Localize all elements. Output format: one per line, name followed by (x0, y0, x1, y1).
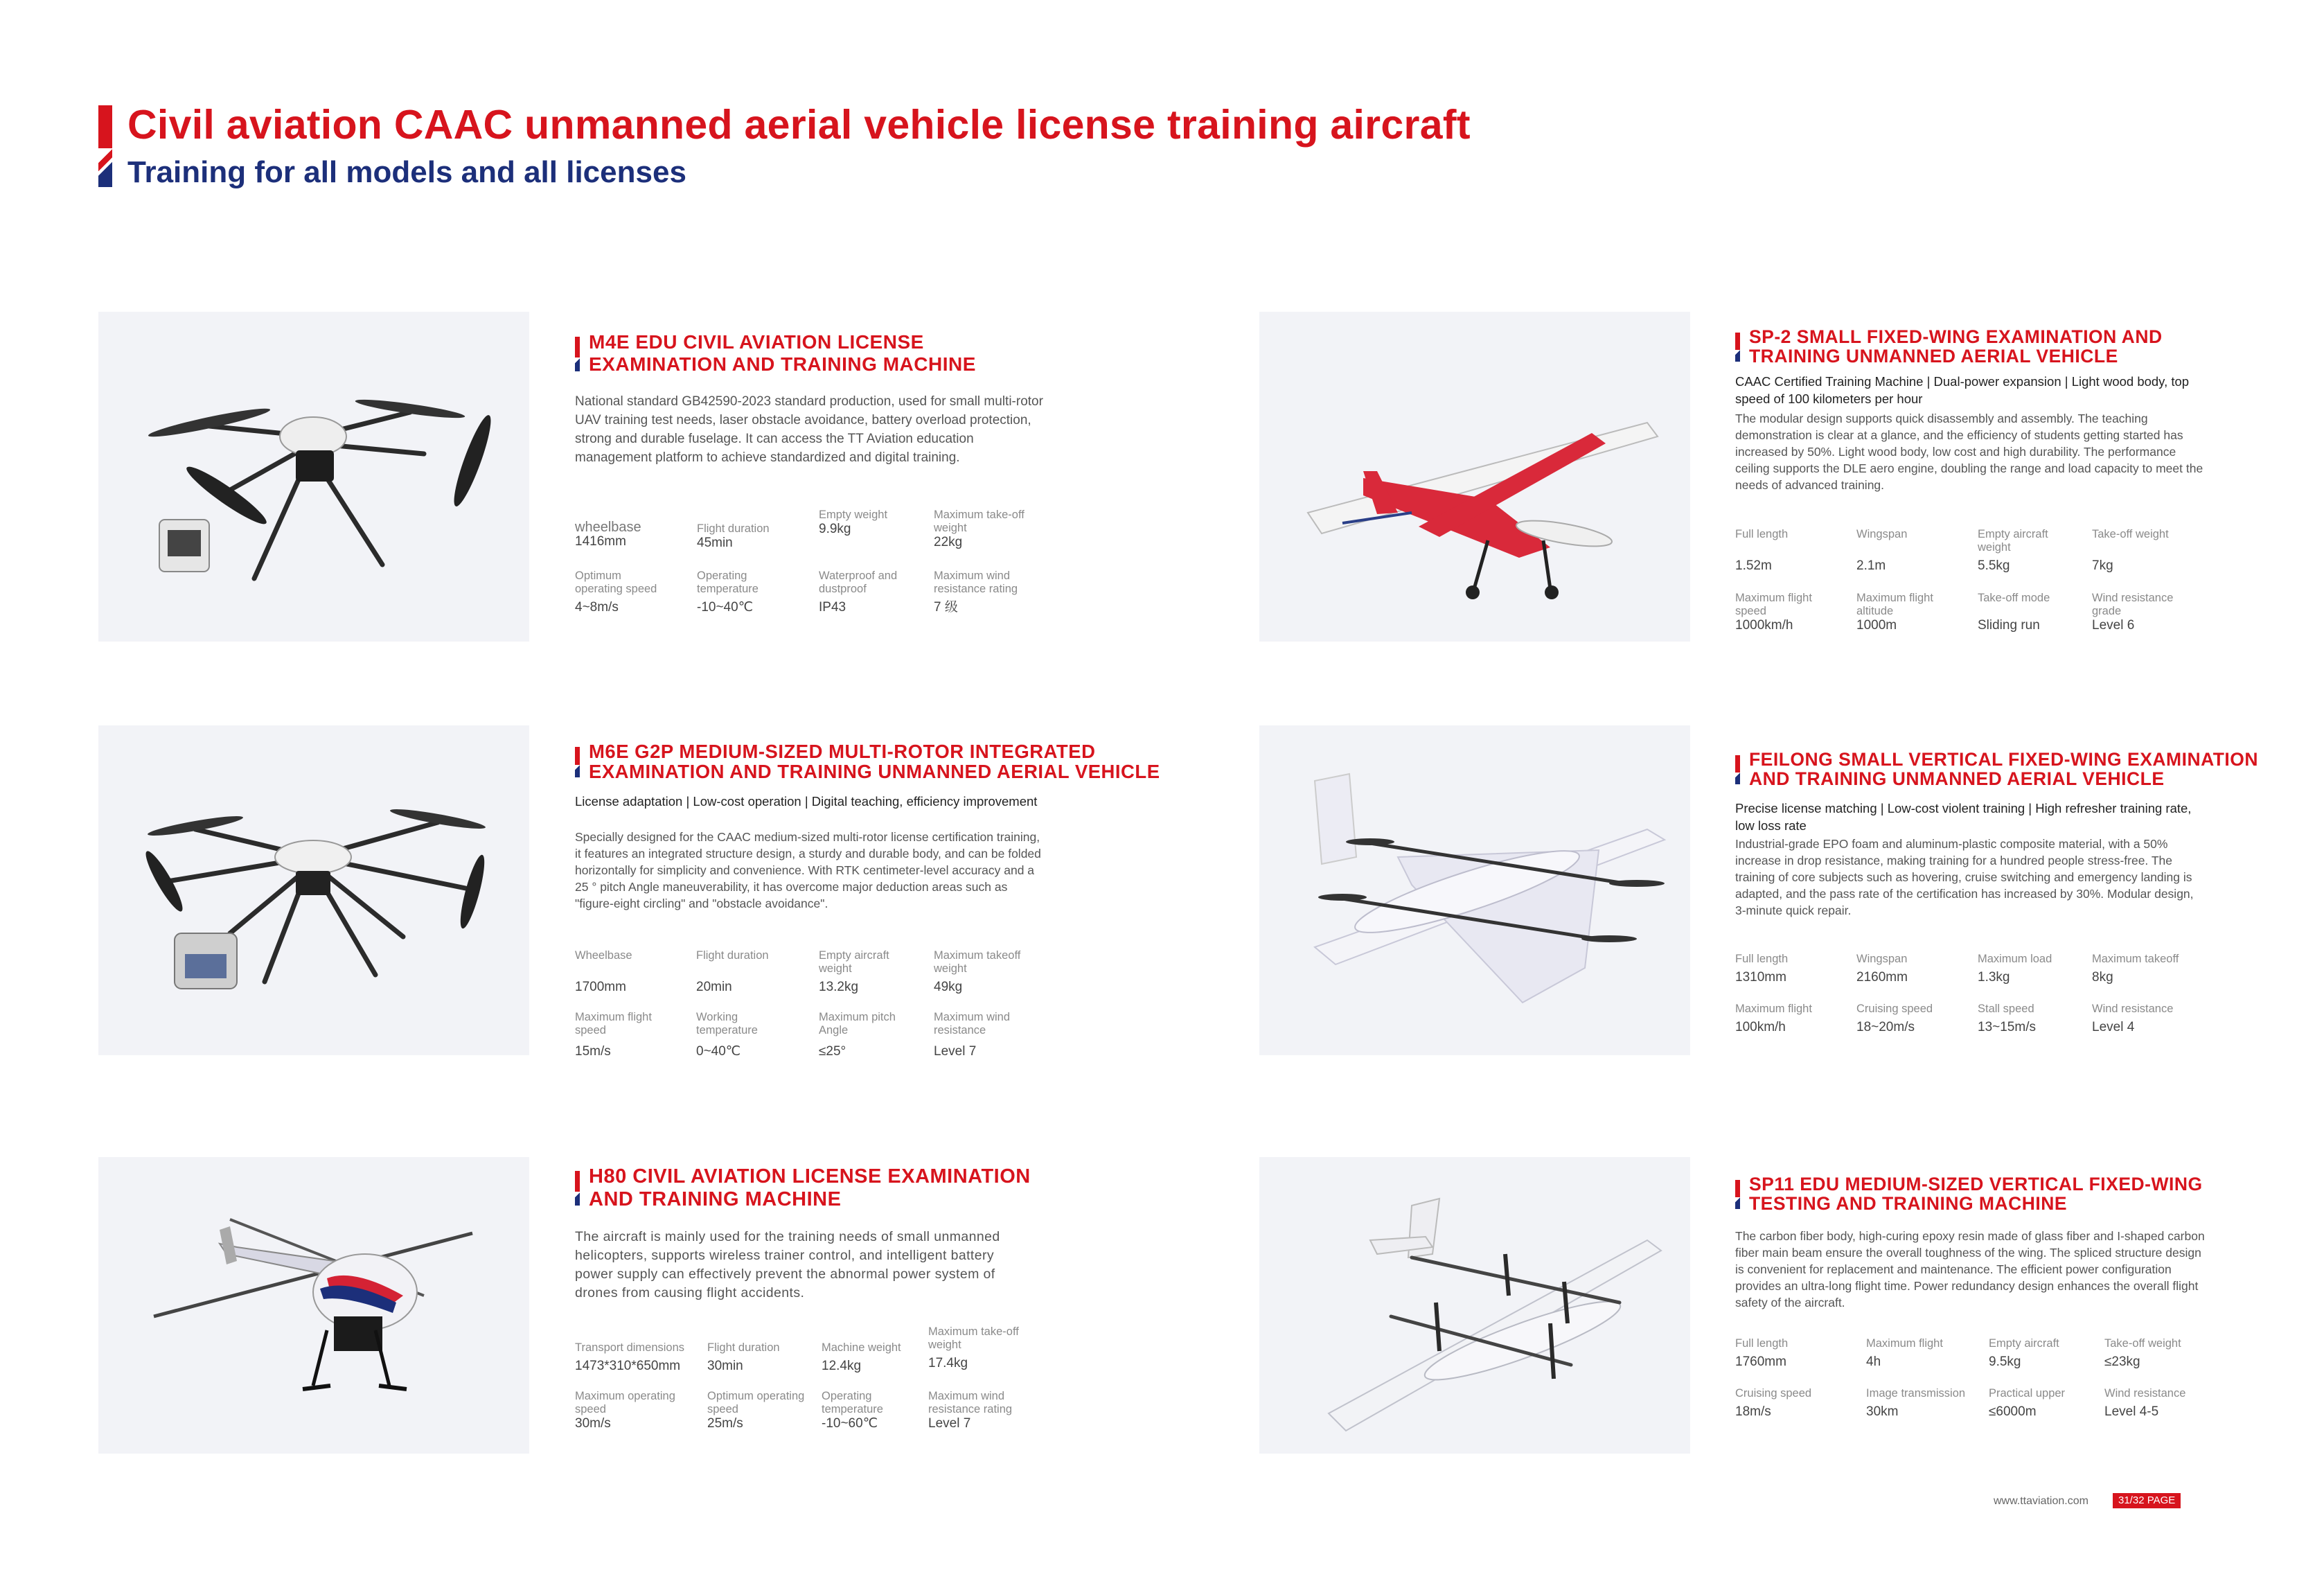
vtol-medium-image (1259, 1157, 1690, 1454)
sp2-spec: Maximum flight altitude 1000m (1856, 592, 1933, 633)
m6e-spec: Maximum takeoff weight 49kg (934, 949, 1021, 994)
sp11-spec: Full length 1760mm (1735, 1337, 1789, 1369)
sp11-spec: Cruising speed 18m/s (1735, 1387, 1812, 1419)
sp11-spec: Wind resistance Level 4-5 (2104, 1387, 2186, 1419)
feilong-spec: Maximum takeoff 8kg (2092, 953, 2179, 985)
hexacopter-image (98, 725, 529, 1055)
m6e-spec: Wheelbase 1700mm (575, 949, 632, 994)
feilong-image-panel (1259, 725, 1690, 1055)
m4e-title: M4E EDU CIVIL AVIATION LICENSE EXAMINATION AND TRAINING MACHINE (589, 331, 976, 375)
m4e-spec: Waterproof and dustproof IP43 (819, 570, 898, 615)
header-flag-mark (98, 105, 112, 187)
sp11-spec: Practical upper ≤6000m (1989, 1387, 2066, 1419)
m4e-spec: Flight duration 45min (697, 522, 770, 550)
sp2-spec: Take-off mode Sliding run (1978, 592, 2050, 633)
footer-page-number: 31/32 PAGE (2113, 1493, 2181, 1508)
sp2-spec: Maximum flight speed 1000km/h (1735, 592, 1812, 633)
m6e-spec: Working temperature 0~40℃ (696, 1011, 758, 1059)
m6e-subtitle: License adaptation | Low-cost operation | Digital teaching, efficiency improvement (575, 794, 1038, 809)
m4e-image-panel (98, 312, 529, 642)
sp11-description: The carbon fiber body, high-curing epoxy resin made of glass fiber and I-shaped carbon fiber main beam ensure the overall toughness of the wing. The spliced structure design is convenient for replacement and maintenance. The efficient power configuration provides an ultra-long flight time. Power redundancy design enhances the overall flight safety of the aircraft. (1735, 1229, 2205, 1309)
sp2-spec: Empty aircraft weight 5.5kg (1978, 528, 2048, 573)
feilong-description: Industrial-grade EPO foam and aluminum-plastic composite material, with a 50% increase in drop resistance, making training for a hundred people stress-free. The training of core subjects such as hovering, cruise switching and emergency landing is adapted, and the pass rate of the certification has increased by 30%. Modular design, 3-minute quick repair. (1735, 837, 2194, 917)
feilong-spec: Full length 1310mm (1735, 953, 1789, 985)
m4e-spec: Maximum take-off weight 22kg (934, 509, 1024, 549)
h80-spec: Maximum operating speed 30m/s (575, 1390, 675, 1431)
m4e-spec: wheelbase 1416mm (575, 520, 641, 549)
m6e-title: M6E G2P MEDIUM-SIZED MULTI-ROTOR INTEGRATED EXAMINATION AND TRAINING UNMANNED AERIAL VEHICLE (589, 741, 1160, 782)
feilong-spec: Stall speed 13~15m/s (1978, 1003, 2036, 1034)
h80-title: H80 CIVIL AVIATION LICENSE EXAMINATION AND TRAINING MACHINE (589, 1165, 1031, 1210)
h80-spec: Maximum take-off weight 17.4kg (928, 1325, 1019, 1370)
m6e-spec: Maximum flight speed 15m/s (575, 1011, 652, 1059)
h80-spec: Maximum wind resistance rating Level 7 (928, 1390, 1013, 1431)
m6e-spec: Maximum pitch Angle ≤25° (819, 1011, 896, 1059)
m4e-spec: Maximum wind resistance rating 7 级 (934, 570, 1018, 615)
feilong-title: FEILONG SMALL VERTICAL FIXED-WING EXAMINATION AND TRAINING UNMANNED AERIAL VEHICLE (1749, 749, 2259, 789)
h80-description: The aircraft is mainly used for the training needs of small unmanned helicopters, supports wireless trainer control, and intelligent battery power supply can effectively prevent the abnormal power system of drones from causing flight accidents. (575, 1229, 1000, 1300)
h80-image-panel (98, 1157, 529, 1454)
page-subtitle: Training for all models and all licenses (127, 155, 686, 189)
sp2-spec: Wind resistance grade Level 6 (2092, 592, 2174, 633)
sp2-title: SP-2 SMALL FIXED-WING EXAMINATION AND TRAINING UNMANNED AERIAL VEHICLE (1749, 326, 2163, 367)
m6e-spec: Flight duration 20min (696, 949, 769, 994)
feilong-spec: Maximum flight 100km/h (1735, 1003, 1812, 1034)
feilong-spec: Wind resistance Level 4 (2092, 1003, 2174, 1034)
h80-spec: Operating temperature -10~60℃ (822, 1390, 883, 1431)
m4e-spec: Empty weight 9.9kg (819, 509, 888, 536)
feilong-subtitle: Precise license matching | Low-cost violent training | High refresher training rate, low loss rate (1735, 801, 2192, 833)
h80-spec: Transport dimensions 1473*310*650mm (575, 1341, 685, 1373)
m6e-spec: Maximum wind resistance Level 7 (934, 1011, 1011, 1059)
vtol-white-image (1259, 725, 1690, 1055)
helicopter-image (98, 1157, 529, 1454)
sp11-spec: Image transmission 30km (1866, 1387, 1966, 1419)
feilong-spec: Maximum load 1.3kg (1978, 953, 2052, 985)
sp11-spec: Maximum flight 4h (1866, 1337, 1943, 1369)
sp2-image-panel (1259, 312, 1690, 642)
feilong-spec: Cruising speed 18~20m/s (1856, 1003, 1933, 1034)
m4e-spec: Operating temperature -10~40℃ (697, 570, 759, 615)
m4e-spec: Optimum operating speed 4~8m/s (575, 570, 657, 615)
sp2-spec: Take-off weight 7kg (2092, 528, 2169, 573)
sp11-spec: Take-off weight ≤23kg (2104, 1337, 2181, 1369)
sp2-spec: Wingspan 2.1m (1856, 528, 1908, 573)
quadcopter-image (98, 312, 529, 642)
m6e-description: Specially designed for the CAAC medium-sized multi-rotor license certification training, it features an integrated structure design, a sturdy and durable body, and can be folded horizontally for simplicity and convenience. With RTK centimeter-level accuracy and a 25 ° pitch Angle maneuverability, it has overcome major deduction areas such as "figure-eight circling" and "obstacle avoidance". (575, 830, 1041, 910)
sp2-description: The modular design supports quick disassembly and assembly. The teaching demonstration is clear at a glance, and the efficiency of students getting started has increased by 50%. Light wood body, low cost and high durability. The performance ceiling supports the DLE aero engine, doubling the range and load capacity to meet the needs of advanced training. (1735, 412, 2203, 492)
sp11-title: SP11 EDU MEDIUM-SIZED VERTICAL FIXED-WING TESTING AND TRAINING MACHINE (1749, 1174, 2203, 1214)
footer-website-url[interactable]: www.ttaviation.com (1994, 1495, 2088, 1507)
h80-spec: Optimum operating speed 25m/s (707, 1390, 805, 1431)
m4e-description: National standard GB42590-2023 standard production, used for small multi-rotor UAV training test needs, laser obstacle avoidance, battery overload protection, strong and durable fuselage. It can access the TT Aviation education management platform to achieve standardized and digital training. (575, 394, 1043, 465)
m6e-spec: Empty aircraft weight 13.2kg (819, 949, 889, 994)
sp11-image-panel (1259, 1157, 1690, 1454)
m6e-image-panel (98, 725, 529, 1055)
feilong-spec: Wingspan 2160mm (1856, 953, 1908, 985)
sp2-spec: Full length 1.52m (1735, 528, 1789, 573)
sp11-spec: Empty aircraft 9.5kg (1989, 1337, 2059, 1369)
h80-spec: Flight duration 30min (707, 1341, 780, 1373)
sp2-subtitle: CAAC Certified Training Machine | Dual-power expansion | Light wood body, top speed of 100 kilometers per hour (1735, 374, 2190, 406)
h80-spec: Machine weight 12.4kg (822, 1341, 901, 1373)
page-title: Civil aviation CAAC unmanned aerial vehicle license training aircraft (127, 102, 1471, 148)
fixed-wing-red-image (1259, 312, 1690, 642)
